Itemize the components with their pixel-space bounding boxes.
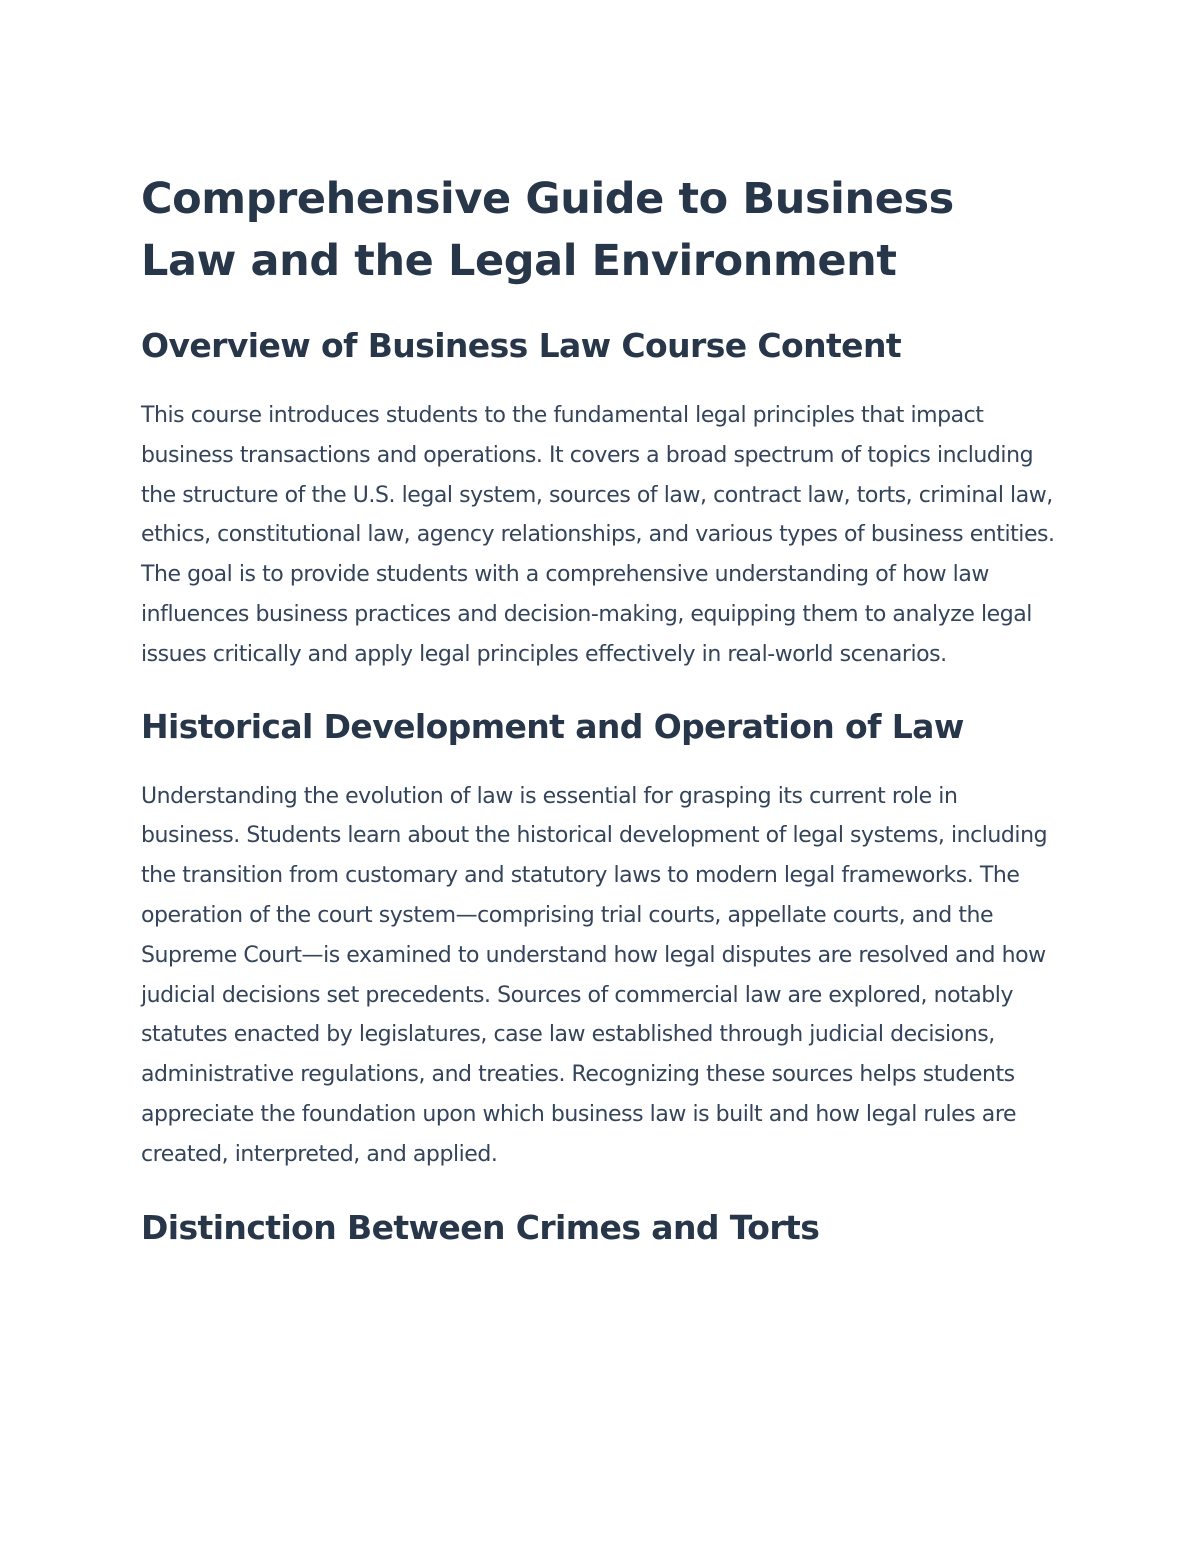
- section-body-historical-development: Understanding the evolution of law is essential for grasping its current role in business. Students learn about the historical development of legal systems, including the transition from customary and statutory laws to modern legal frameworks. The operation of the court system—comprising trial courts, appellate courts, and the Supreme Court—is examined to understand how legal disputes are resolved and how judicial decisions set precedents. Sources of commercial law are explored, notably statutes enacted by legislatures, case law established through judicial decisions, administrative regulations, and treaties. Recognizing these sources helps students appreciate the foundation upon which business law is built and how legal rules are created, interpreted, and applied.: [141, 783, 1048, 1167]
- section-heading-crimes-and-torts: Distinction Between Crimes and Torts: [141, 1207, 820, 1247]
- section-heading-historical-development: Historical Development and Operation of Law: [141, 706, 964, 746]
- section-body-overview: This course introduces students to the fundamental legal principles that impact business transactions and operations. It covers a broad spectrum of topics including the structure of the U.S. legal system, sources of law, contract law, torts, criminal law, ethics, constitutional law, agency relationships, and various types of business entities. The goal is to provide students with a comprehensive understanding of how law influences business practices and decision-making, equipping them to analyze legal issues critically and apply legal principles effectively in real-world scenarios.: [141, 403, 1055, 667]
- document-title: Comprehensive Guide to Business Law and the Legal Environment: [141, 174, 954, 286]
- document-page: [141, 168, 1056, 1248]
- section-heading-overview: Overview of Business Law Course Content: [141, 326, 902, 365]
